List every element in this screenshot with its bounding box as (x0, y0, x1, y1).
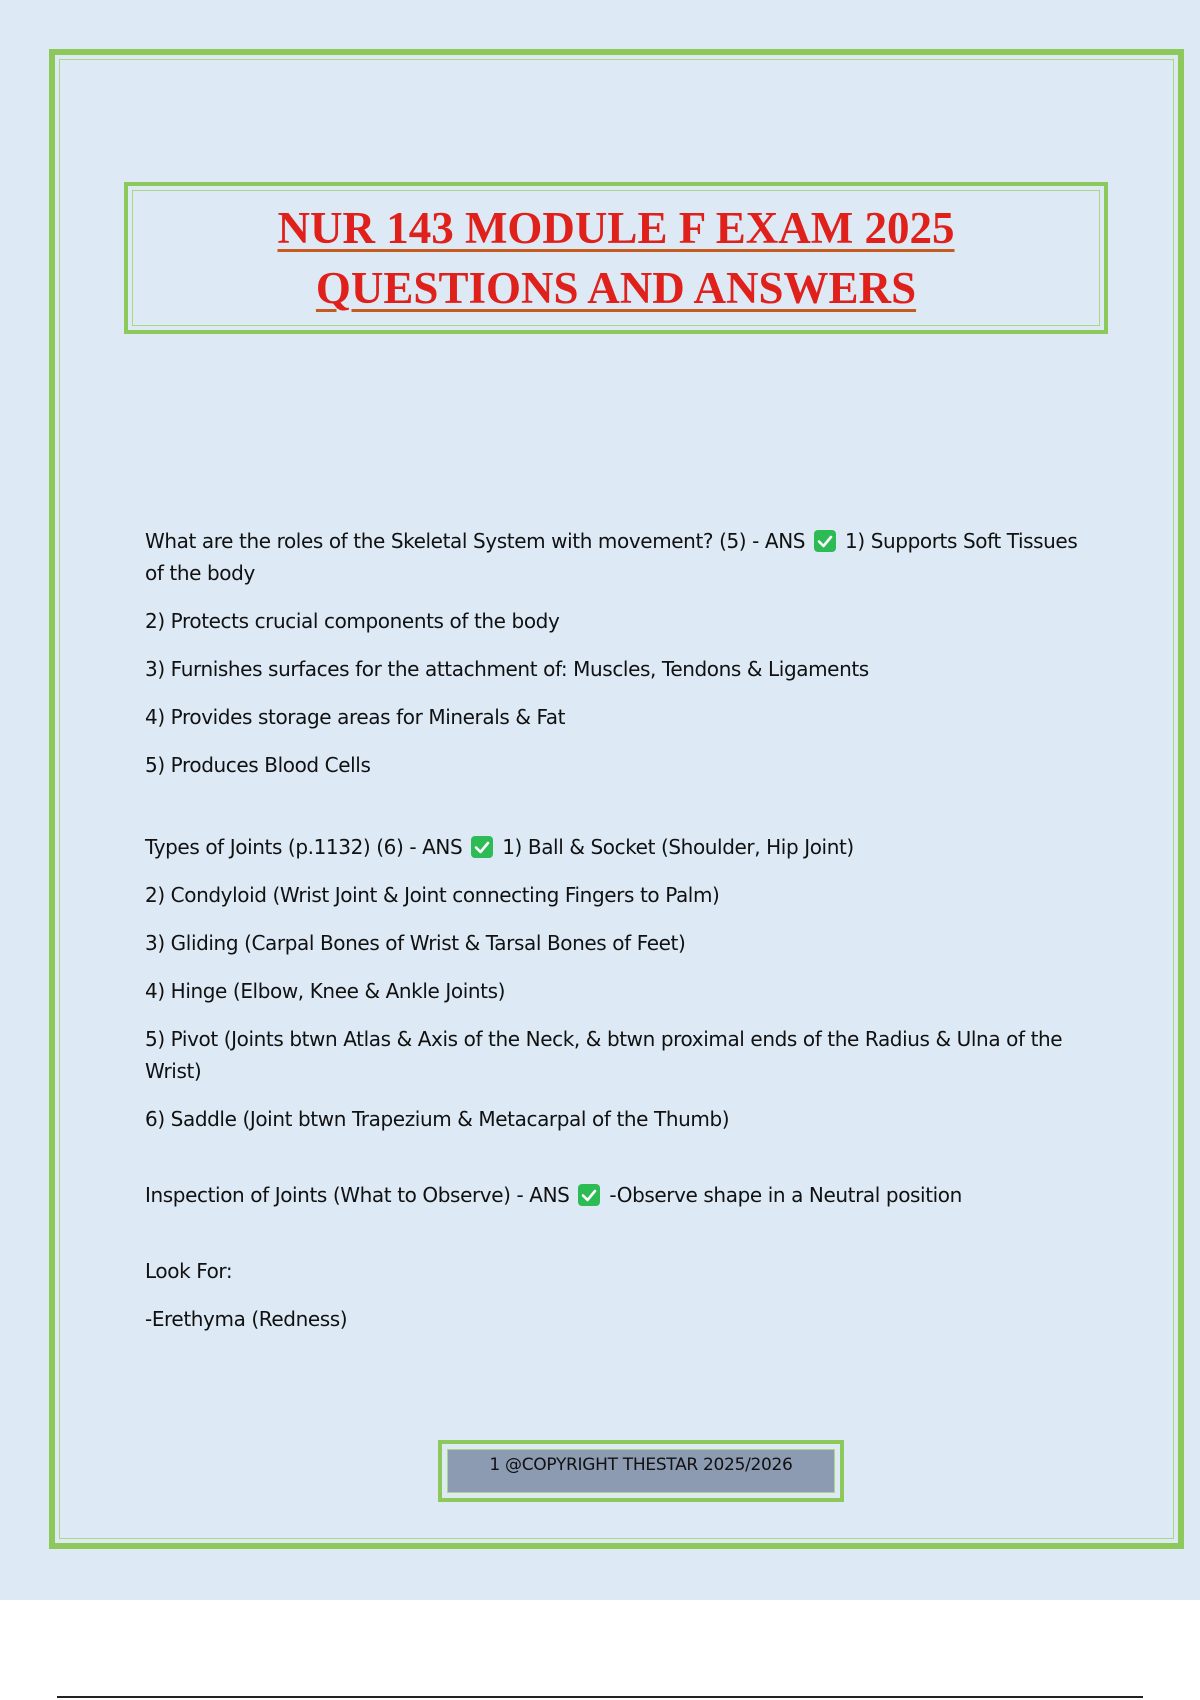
answer-2-item: 5) Pivot (Joints btwn Atlas & Axis of the Neck, & btwn proximal ends of the Radius & Ulna of the Wrist) (145, 1027, 1063, 1083)
answer-2-item: 4) Hinge (Elbow, Knee & Ankle Joints) (145, 979, 506, 1003)
question-1-answer: 1) Supports Soft Tissues of the body (145, 529, 1078, 585)
spacer (145, 797, 1095, 831)
check-mark-icon (814, 530, 836, 552)
title-line-2: QUESTIONS AND ANSWERS (315, 263, 917, 313)
question-3-text: Inspection of Joints (What to Observe) - ANS (145, 1183, 570, 1207)
question-3 (145, 1179, 1095, 1211)
answer-2-item: 6) Saddle (Joint btwn Trapezium & Metacarpal of the Thumb) (145, 1107, 730, 1131)
document-content (145, 525, 1095, 1351)
question-3-answer: -Observe shape in a Neutral position (609, 1183, 962, 1207)
answer-1-item: 3) Furnishes surfaces for the attachment of: Muscles, Tendons & Ligaments (145, 657, 869, 681)
question-2-text: Types of Joints (p.1132) (6) - ANS (145, 835, 463, 859)
answer-1-item: 5) Produces Blood Cells (145, 753, 371, 777)
answer-2-item: 2) Condyloid (Wrist Joint & Joint connecting Fingers to Palm) (145, 883, 720, 907)
question-1 (145, 525, 1095, 589)
spacer (145, 1151, 1095, 1179)
spacer (145, 1227, 1095, 1255)
answer-1-item: 4) Provides storage areas for Minerals & Fat (145, 705, 566, 729)
check-mark-icon (471, 836, 493, 858)
answer-1-item: 2) Protects crucial components of the body (145, 609, 560, 633)
question-2 (145, 831, 1095, 863)
title-line-1: NUR 143 MODULE F EXAM 2025 (277, 203, 955, 253)
question-2-answer: 1) Ball & Socket (Shoulder, Hip Joint) (502, 835, 854, 859)
copyright-text: 1 @COPYRIGHT THESTAR 2025/2026 (447, 1449, 835, 1493)
question-1-text: What are the roles of the Skeletal System with movement? (5) - ANS (145, 529, 806, 553)
title-box (124, 182, 1108, 334)
copyright-footer (438, 1440, 844, 1502)
bottom-divider (57, 1696, 1143, 1698)
answer-2-item: 3) Gliding (Carpal Bones of Wrist & Tarsal Bones of Feet) (145, 931, 686, 955)
answer-3-item: -Erethyma (Redness) (145, 1307, 348, 1331)
answer-3-item: Look For: (145, 1259, 233, 1283)
check-mark-icon (578, 1184, 600, 1206)
